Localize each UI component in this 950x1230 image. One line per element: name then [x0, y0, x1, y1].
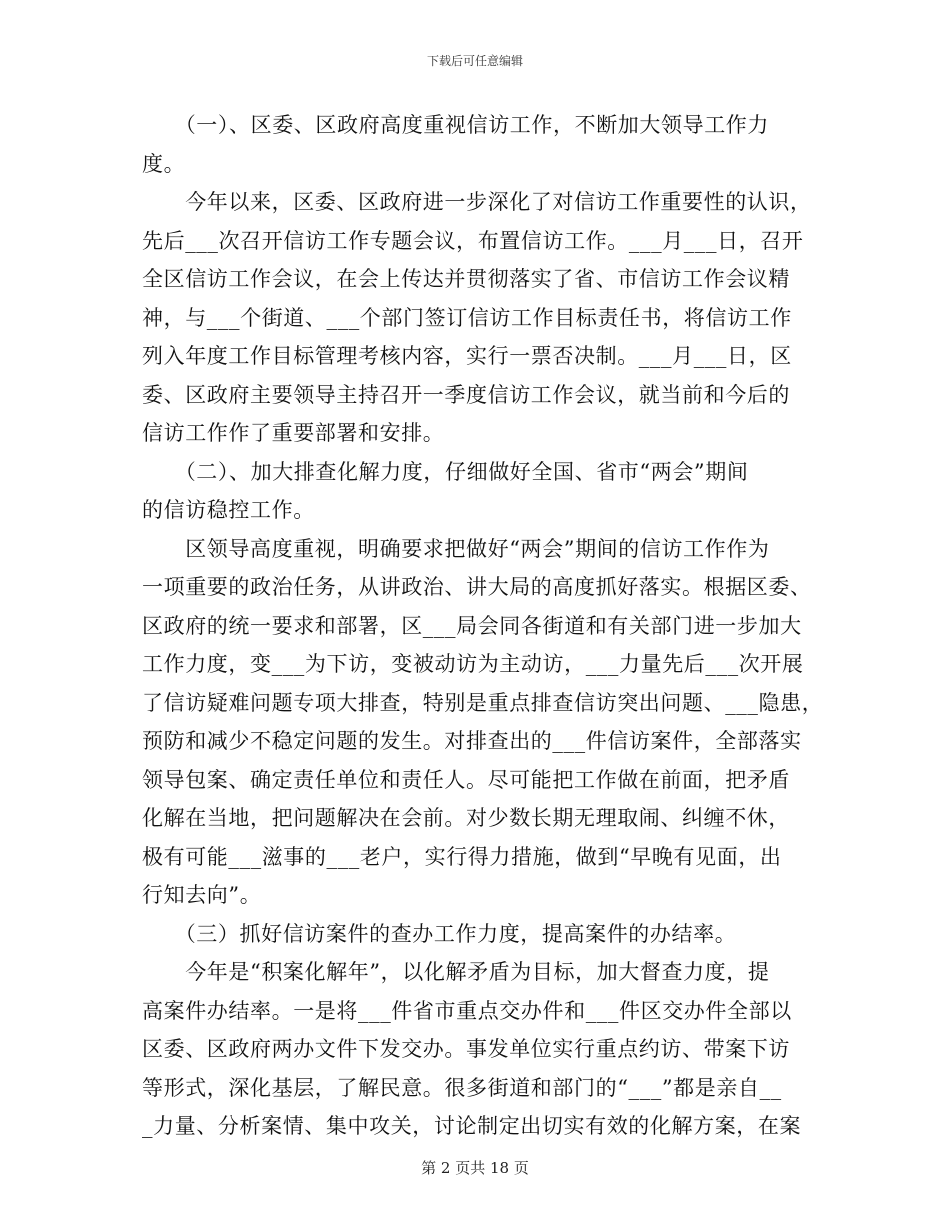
text-line: 今年是“积案化解年”，以化解矛盾为目标，加大督查力度，提 [142, 960, 770, 984]
text-line: _力量、分析案情、集中攻关，讨论制定出切实有效的化解方案，在案 [142, 1114, 802, 1138]
text-line: 神，与___个街道、___个部门签订信访工作目标责任书，将信访工作 [142, 305, 792, 330]
text-line: （一）、区委、区政府高度重视信访工作，不断加大领导工作力 [142, 113, 769, 137]
text-line: 领导包案、确定责任单位和责任人。尽可能把工作做在前面，把矛盾 [142, 767, 790, 792]
text-line: 全区信访工作会议，在会上传达并贯彻落实了省、市信访工作会议精 [142, 267, 790, 291]
text-line: 工作力度，变___为下访，变被动访为主动访，___力量先后___次开展 [142, 652, 804, 676]
document-body [142, 106, 824, 1146]
text-line: （三）抓好信访案件的查办工作力度，提高案件的办结率。 [142, 921, 737, 946]
text-line: 行知去向”。 [142, 883, 262, 907]
page-footer: 第 2 页共 18 页 [421, 1159, 529, 1177]
text-line: 委、区政府主要领导主持召开一季度信访工作会议，就当前和今后的 [142, 382, 790, 407]
text-line: 区领导高度重视，明确要求把做好“两会”期间的信访工作作为 [142, 536, 770, 561]
text-line: 等形式，深化基层，了解民意。很多街道和部门的“___”都是亲自__ [142, 1075, 782, 1100]
text-line: 化解在当地，把问题解决在会前。对少数长期无理取闹、纠缠不休， [142, 806, 790, 830]
text-line: 先后___次召开信访工作专题会议，布置信访工作。___月___日，召开 [142, 228, 804, 253]
text-line: 信访工作作了重要部署和安排。 [142, 421, 445, 445]
text-line: 区政府的统一要求和部署，区___局会同各街道和有关部门进一步加大 [142, 613, 802, 638]
text-line: （二）、加大排查化解力度，仔细做好全国、省市“两会”期间 [142, 459, 749, 484]
text-line: 度。 [142, 151, 186, 176]
text-line: 列入年度工作目标管理考核内容，实行一票否决制。___月___日，区 [142, 344, 792, 368]
page-header: 下载后可任意编辑 [426, 54, 523, 68]
text-line: 高案件办结率。一是将___件省市重点交办件和___件区交办件全部以 [142, 998, 792, 1023]
text-line: 预防和减少不稳定问题的发生。对排查出的___件信访案件，全部落实 [142, 729, 802, 753]
text-line: 了信访疑难问题专项大排查，特别是重点排查信访突出问题、___隐患， [142, 690, 824, 715]
text-line: 的信访稳控工作。 [142, 498, 315, 522]
text-line: 极有可能___滋事的___老户，实行得力措施，做到“早晚有见面，出 [142, 844, 782, 869]
text-line: 今年以来，区委、区政府进一步深化了对信访工作重要性的认识， [142, 190, 812, 214]
text-line: 一项重要的政治任务，从讲政治、讲大局的高度抓好落实。根据区委、 [142, 575, 812, 599]
text-line: 区委、区政府两办文件下发交办。事发单位实行重点约访、带案下访 [142, 1037, 790, 1061]
